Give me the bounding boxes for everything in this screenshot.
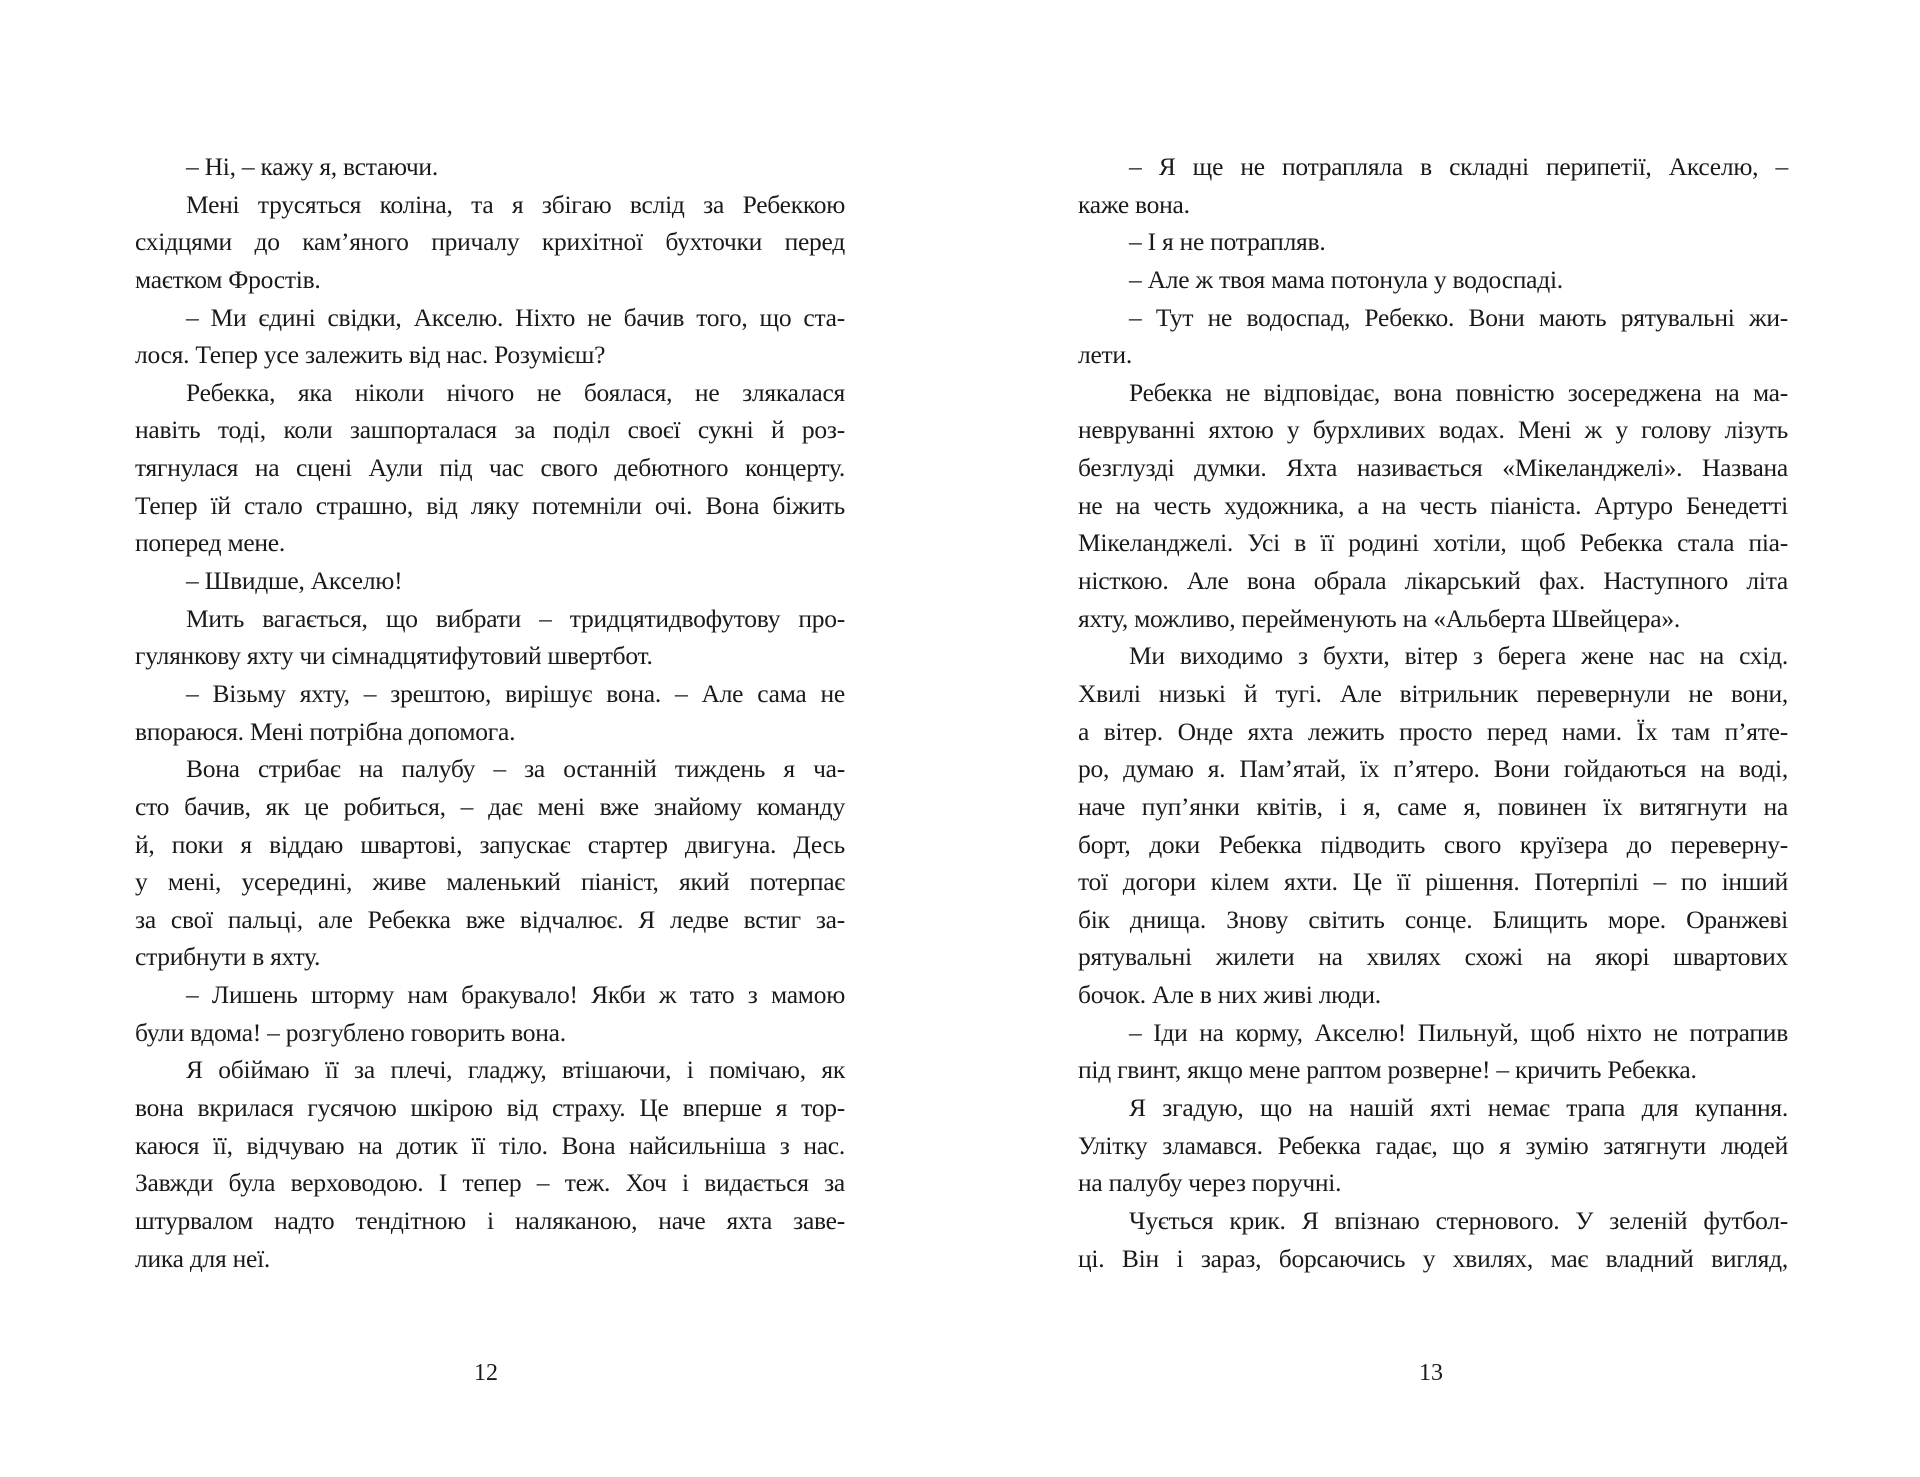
text-line: гулянкову яхту чи сімнадцятифутовий швертбот. — [135, 641, 653, 671]
text-line: – І я не потрапляв. — [1129, 227, 1326, 257]
text-line: – Іди на корму, Акселю! Пильнуй, щоб ніхто не потрапив — [1129, 1017, 1788, 1047]
text-line: стрибнути в яхту. — [135, 942, 321, 972]
text-line: на палубу через поручні. — [1078, 1168, 1342, 1198]
text-line: були вдома! – розгублено говорить вона. — [135, 1017, 566, 1047]
text-line: тої догори кілем яхти. Це її рішення. Потерпілі – по інший — [1078, 867, 1788, 897]
text-line: Тепер їй стало страшно, від ляку потемніли очі. Вона біжить — [135, 490, 845, 520]
text-line: Завжди була верховодою. І тепер – теж. Хоч і видається за — [135, 1168, 845, 1198]
text-line: Я згадую, що на нашій яхті немає трапа для купання. — [1129, 1093, 1788, 1123]
text-line: – Тут не водоспад, Ребекко. Вони мають рятувальні жи- — [1129, 302, 1788, 332]
text-line: Я обіймаю її за плечі, гладжу, втішаючи, і помічаю, як — [186, 1055, 845, 1085]
text-line: борт, доки Ребекка підводить свого круїзера до переверну- — [1078, 829, 1788, 859]
text-line: ро, думаю я. Пам’ятай, їх п’ятеро. Вони гойдаються на воді, — [1078, 754, 1788, 784]
text-line: – Ми єдині свідки, Акселю. Ніхто не бачив того, що ста- — [186, 302, 845, 332]
text-line: бік днища. Знову світить сонце. Блищить море. Оранжеві — [1078, 904, 1788, 934]
text-line: Ребекка, яка ніколи нічого не боялася, не злякалася — [186, 377, 845, 407]
text-line: й, поки я віддаю швартові, запускає стартер двигуна. Десь — [135, 829, 845, 859]
left-page-text — [135, 148, 845, 1277]
text-line: Улітку зламався. Ребекка гадає, що я зумію затягнути людей — [1078, 1130, 1788, 1160]
text-line: ці. Він і зараз, борсаючись у хвилях, має владний вигляд, — [1078, 1243, 1788, 1273]
page-number-right: 13 — [1419, 1360, 1443, 1386]
text-line: сто бачив, як це робиться, – дає мені вже знайому команду — [135, 791, 845, 821]
text-line: лети. — [1078, 340, 1132, 370]
text-line: яхту, можливо, перейменують на «Альберта Швейцера». — [1078, 603, 1680, 633]
text-line: тягнулася на сцені Аули під час свого дебютного концерту. — [135, 453, 845, 483]
text-line: – Я ще не потрапляла в складні перипетії, Акселю, – — [1129, 152, 1788, 181]
text-line: лося. Тепер усе залежить від нас. Розумієш? — [135, 340, 606, 370]
text-line: Чується крик. Я впізнаю стернового. У зеленій футбол- — [1129, 1205, 1788, 1235]
text-line: поперед мене. — [135, 528, 285, 558]
text-line: лика для неї. — [135, 1243, 271, 1273]
text-line: впораюся. Мені потрібна допомога. — [135, 716, 516, 746]
text-line: наче пуп’янки квітів, і я, саме я, повинен їх витягнути на — [1078, 791, 1788, 821]
text-line: за свої пальці, але Ребекка вже відчалює. Я ледве встиг за- — [135, 904, 845, 934]
text-line: під гвинт, якщо мене раптом розверне! – кричить Ребекка. — [1078, 1055, 1697, 1085]
text-line: – Швидше, Акселю! — [186, 566, 403, 596]
text-line: – Але ж твоя мама потонула у водоспаді. — [1129, 264, 1563, 294]
text-line: безглузді думки. Яхта називається «Мікеланджелі». Названа — [1078, 453, 1788, 483]
text-line: у мені, усередині, живе маленький піаніст, який потерпає — [135, 867, 845, 897]
text-line: не на честь художника, а на честь піаніста. Артуро Бенедетті — [1078, 490, 1788, 520]
text-line: Мені трусяться коліна, та я збігаю вслід за Ребеккою — [186, 189, 845, 219]
text-line: рятувальні жилети на хвилях схожі на якорі швартових — [1078, 942, 1788, 972]
text-line: Ребекка не відповідає, вона повністю зосереджена на ма- — [1129, 377, 1788, 407]
text-line: – Ні, – кажу я, встаючи. — [186, 152, 438, 181]
text-line: Хвилі низькі й тугі. Але вітрильник перевернули не вони, — [1078, 678, 1788, 708]
text-line: ністкою. Але вона обрала лікарський фах. Наступного літа — [1078, 566, 1788, 596]
text-line: східцями до кам’яного причалу крихітної бухточки перед — [135, 227, 845, 257]
text-line: каюся її, відчуваю на дотик її тіло. Вона найсильніша з нас. — [135, 1130, 845, 1160]
text-line: Мить вагається, що вибрати – тридцятидвофутову про- — [186, 603, 845, 633]
text-line: Ми виходимо з бухти, вітер з берега жене нас на схід. — [1129, 641, 1788, 671]
text-line: бочок. Але в них живі люди. — [1078, 980, 1381, 1010]
text-line: маєтком Фростів. — [135, 264, 321, 294]
text-line: навіть тоді, коли зашпорталася за поділ своєї сукні й роз- — [135, 415, 845, 445]
text-line: Мікеланджелі. Усі в її родині хотіли, щоб Ребекка стала піа- — [1078, 528, 1788, 558]
text-line: каже вона. — [1078, 189, 1190, 219]
text-line: Вона стрибає на палубу – за останній тиждень я ча- — [186, 754, 845, 784]
right-page-text — [1078, 148, 1788, 1277]
text-line: вона вкрилася гусячою шкірою від страху. Це вперше я тор- — [135, 1093, 845, 1123]
text-line: – Візьму яхту, – зрештою, вирішує вона. – Але сама не — [186, 678, 845, 708]
text-line: – Лишень шторму нам бракувало! Якби ж тато з мамою — [186, 980, 845, 1010]
text-line: штурвалом надто тендітною і наляканою, наче яхта заве- — [135, 1205, 845, 1235]
text-line: а вітер. Онде яхта лежить просто перед нами. Їх там п’яте- — [1078, 716, 1788, 746]
page-number-left: 12 — [474, 1360, 498, 1386]
text-line: невруванні яхтою у бурхливих водах. Мені ж у голову лізуть — [1078, 415, 1788, 445]
